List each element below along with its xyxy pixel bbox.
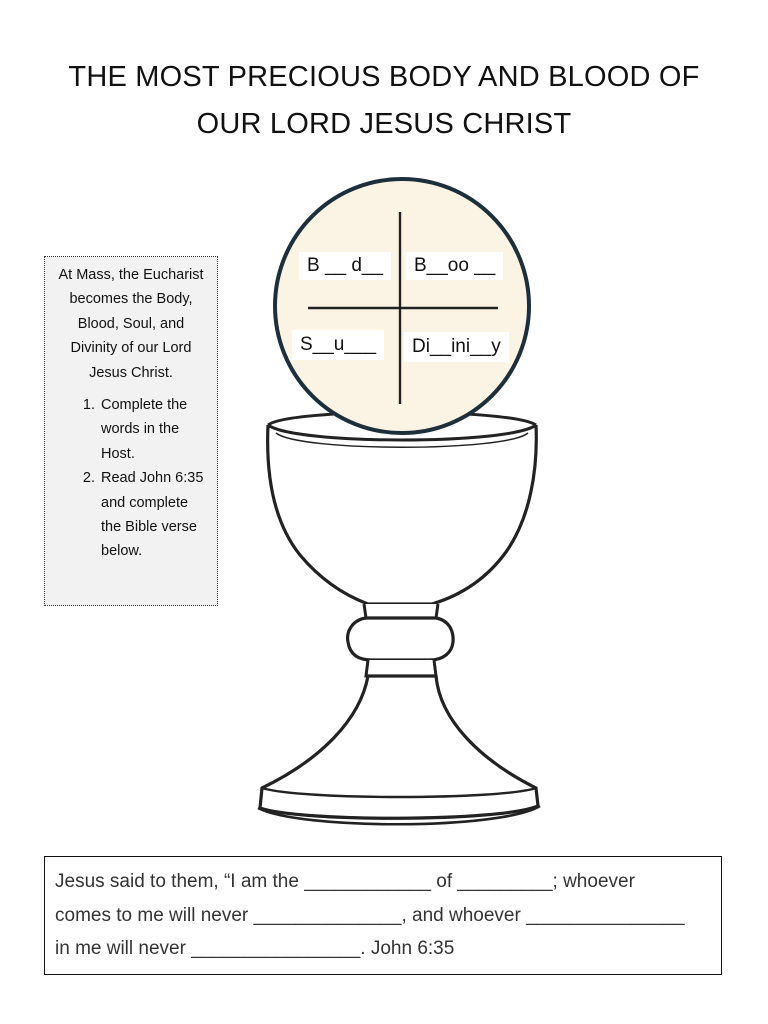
page-title-line-1: THE MOST PRECIOUS BODY AND BLOOD OF xyxy=(68,61,700,93)
host-word-divinity: Di__ini__y xyxy=(404,332,509,362)
host-word-blood: B__oo __ xyxy=(406,252,503,280)
verse-line-2[interactable]: comes to me will never ______________, and whoever _______________ xyxy=(55,904,685,926)
instruction-step-2: 2. Read John 6:35 and complete the Bible verse below. xyxy=(99,466,209,564)
host-word-soul: S__u___ xyxy=(292,330,384,360)
verse-line-1[interactable]: Jesus said to them, “I am the ____________ of _________; whoever xyxy=(55,871,635,892)
chalice-collar xyxy=(366,660,436,676)
host-circle xyxy=(275,179,529,433)
chalice-stem-upper xyxy=(364,604,438,618)
host-word-body: B __ d__ xyxy=(299,252,391,280)
bible-verse-box xyxy=(44,856,722,975)
instruction-step-1: 1. Complete the words in the Host. xyxy=(99,393,209,466)
page-title-line-2: OUR LORD JESUS CHRIST xyxy=(196,108,572,140)
chalice-bowl xyxy=(268,425,537,604)
verse-line-3[interactable]: in me will never ________________. John 6:35 xyxy=(55,938,455,959)
chalice-knob xyxy=(348,618,453,660)
instructions-intro: At Mass, the Eucharist becomes the Body, Blood, Soul, and Divinity of our Lord Jesus Christ. xyxy=(58,267,204,381)
